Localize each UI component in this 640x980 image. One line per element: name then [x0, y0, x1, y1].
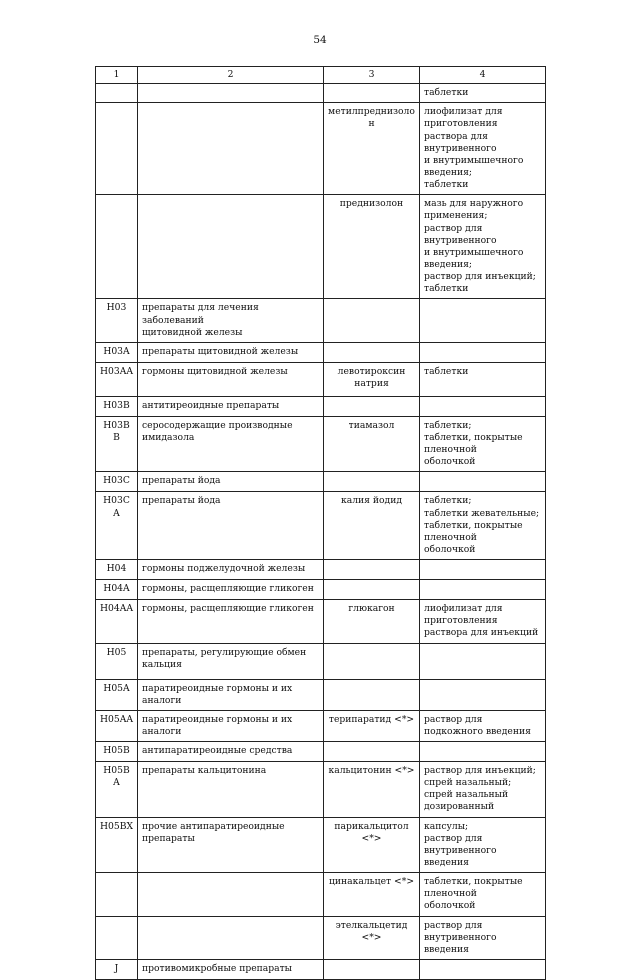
drug-table	[95, 66, 546, 980]
atc-group-cell-line: противомикробные препараты	[142, 963, 292, 975]
dosage-form-cell	[420, 362, 546, 396]
atc-group-cell-line: прочие антипаратиреоидные	[142, 820, 285, 832]
dosage-form-cell	[420, 960, 546, 980]
atc-code-cell: H05BA	[96, 762, 138, 818]
atc-group-cell	[138, 580, 324, 600]
dosage-form-cell	[420, 742, 546, 762]
atc-group-cell-line: препараты, регулирующие обмен	[142, 646, 307, 658]
atc-code-cell	[96, 873, 138, 916]
atc-group-cell	[138, 342, 324, 362]
dosage-form-cell-line: мазь для наружного применения;	[424, 198, 524, 222]
atc-group-cell-line: препараты йода	[142, 475, 221, 487]
table-row	[96, 342, 546, 362]
drug-name-cell	[324, 873, 420, 916]
atc-group-cell	[138, 362, 324, 396]
dosage-form-cell	[420, 342, 546, 362]
atc-code-cell: J	[96, 960, 138, 980]
atc-code-cell: H05BX	[96, 817, 138, 873]
atc-group-cell	[138, 710, 324, 741]
dosage-form-cell-line: таблетки;	[424, 419, 472, 431]
table-row	[96, 580, 546, 600]
column-header-4: 4	[420, 67, 546, 84]
drug-name-cell	[324, 342, 420, 362]
dosage-form-cell	[420, 560, 546, 580]
dosage-form-cell-line: таблетки	[424, 283, 469, 295]
atc-group-cell	[138, 416, 324, 472]
drug-name-cell	[324, 195, 420, 299]
drug-name-cell	[324, 299, 420, 342]
atc-code-cell	[96, 103, 138, 195]
dosage-form-cell-line: раствор для подкожного введения	[424, 713, 531, 737]
dosage-form-cell-line: таблетки, покрытые пленочной	[424, 876, 523, 900]
table-row	[96, 679, 546, 710]
dosage-form-cell	[420, 396, 546, 416]
atc-group-cell	[138, 84, 324, 103]
column-header-3: 3	[324, 67, 420, 84]
atc-group-cell-line: гормоны поджелудочной железы	[142, 563, 306, 575]
drug-name-cell	[324, 580, 420, 600]
atc-group-cell	[138, 817, 324, 873]
atc-group-cell-line: препараты йода	[142, 495, 221, 507]
dosage-form-cell	[420, 580, 546, 600]
table-body	[96, 84, 546, 980]
dosage-form-cell	[420, 600, 546, 643]
atc-code-cell	[96, 916, 138, 959]
dosage-form-cell	[420, 762, 546, 818]
drug-name-cell	[324, 560, 420, 580]
drug-name-cell	[324, 817, 420, 873]
dosage-form-cell-line: таблетки	[424, 365, 469, 377]
atc-code-cell	[96, 195, 138, 299]
atc-group-cell	[138, 643, 324, 679]
atc-code-cell: H03BB	[96, 416, 138, 472]
atc-group-cell-line: гормоны, расщепляющие гликоген	[142, 583, 314, 595]
atc-code-cell: H03CA	[96, 492, 138, 560]
atc-code-cell: H04	[96, 560, 138, 580]
table-row	[96, 195, 546, 299]
atc-code-cell: H03A	[96, 342, 138, 362]
dosage-form-cell-line: таблетки	[424, 179, 469, 191]
dosage-form-cell	[420, 679, 546, 710]
atc-group-cell	[138, 960, 324, 980]
drug-name-cell-line: левотироксин	[337, 365, 406, 377]
dosage-form-cell	[420, 873, 546, 916]
dosage-form-cell	[420, 817, 546, 873]
drug-name-cell-line: преднизолон	[339, 198, 404, 210]
dosage-form-cell	[420, 710, 546, 741]
atc-group-cell-line: гормоны, расщепляющие гликоген	[142, 603, 314, 615]
dosage-form-cell-line: спрей назальный дозированный	[424, 789, 509, 813]
dosage-form-cell-line: оболочкой	[424, 543, 476, 555]
dosage-form-cell-line: таблетки	[424, 87, 469, 99]
table-row	[96, 600, 546, 643]
dosage-form-cell	[420, 103, 546, 195]
drug-name-cell	[324, 472, 420, 492]
table-row	[96, 472, 546, 492]
dosage-form-cell	[420, 492, 546, 560]
dosage-form-cell-line: таблетки, покрытые пленочной	[424, 431, 523, 456]
atc-group-cell-line: антитиреоидные препараты	[142, 399, 280, 411]
table-row	[96, 643, 546, 679]
drug-name-cell-line: метилпреднизолон	[328, 106, 415, 130]
table-row	[96, 960, 546, 980]
dosage-form-cell-line: введения	[424, 857, 469, 869]
drug-name-cell	[324, 960, 420, 980]
atc-group-cell	[138, 762, 324, 818]
atc-group-cell-line: паратиреоидные гормоны и их аналоги	[142, 682, 293, 706]
atc-group-cell	[138, 742, 324, 762]
drug-name-cell-line: терипаратид <*>	[328, 713, 415, 725]
drug-name-cell	[324, 362, 420, 396]
atc-group-cell-line: паратиреоидные гормоны и их аналоги	[142, 713, 293, 737]
atc-code-cell: H03	[96, 299, 138, 342]
column-header-2: 2	[138, 67, 324, 84]
atc-code-cell: H05B	[96, 742, 138, 762]
drug-name-cell	[324, 679, 420, 710]
atc-group-cell	[138, 195, 324, 299]
dosage-form-cell	[420, 472, 546, 492]
page-number: 54	[313, 34, 327, 46]
atc-group-cell	[138, 679, 324, 710]
atc-group-cell-line: препараты	[142, 832, 195, 844]
dosage-form-cell-line: спрей назальный;	[424, 777, 512, 789]
dosage-form-cell-line: раствор для инъекций;	[424, 765, 536, 777]
drug-name-cell-line: этелкальцетид <*>	[335, 919, 408, 943]
dosage-form-cell	[420, 195, 546, 299]
drug-name-cell-line: кальцитонин <*>	[328, 765, 415, 777]
atc-code-cell	[96, 84, 138, 103]
drug-name-cell-line: калия йодид	[341, 495, 402, 507]
atc-code-cell: H03B	[96, 396, 138, 416]
drug-name-cell	[324, 742, 420, 762]
atc-code-cell: H05AA	[96, 710, 138, 741]
dosage-form-cell-line: и внутримышечного введения;	[424, 246, 524, 270]
drug-name-cell-line: цинакальцет <*>	[328, 876, 415, 888]
dosage-form-cell	[420, 84, 546, 103]
dosage-form-cell-line: таблетки;	[424, 495, 472, 507]
atc-group-cell	[138, 299, 324, 342]
dosage-form-cell	[420, 643, 546, 679]
dosage-form-cell	[420, 416, 546, 472]
drug-name-cell	[324, 710, 420, 741]
table-row	[96, 492, 546, 560]
dosage-form-cell-line: раствора для внутривенного	[424, 130, 497, 154]
drug-name-cell-line: натрия	[354, 377, 389, 389]
dosage-form-cell-line: раствор для внутривенного	[424, 222, 497, 246]
table-row	[96, 84, 546, 103]
atc-code-cell: H03AA	[96, 362, 138, 396]
atc-group-cell-line: кальция	[142, 658, 182, 670]
drug-name-cell	[324, 84, 420, 103]
dosage-form-cell-line: оболочкой	[424, 456, 476, 468]
drug-name-cell	[324, 103, 420, 195]
atc-group-cell-line: щитовидной железы	[142, 326, 243, 338]
atc-group-cell	[138, 492, 324, 560]
drug-name-cell	[324, 492, 420, 560]
dosage-form-cell	[420, 916, 546, 959]
table-row	[96, 560, 546, 580]
drug-name-cell	[324, 416, 420, 472]
atc-group-cell	[138, 103, 324, 195]
column-header-1: 1	[96, 67, 138, 84]
dosage-form-cell-line: лиофилизат для приготовления	[424, 106, 503, 130]
atc-code-cell: H04A	[96, 580, 138, 600]
table-row	[96, 762, 546, 818]
atc-code-cell: H05	[96, 643, 138, 679]
atc-group-cell-line: препараты щитовидной железы	[142, 345, 299, 357]
drug-name-cell	[324, 916, 420, 959]
atc-group-cell-line: имидазола	[142, 431, 195, 443]
dosage-form-cell-line: раствор для внутривенного	[424, 832, 497, 856]
atc-code-cell: H05A	[96, 679, 138, 710]
atc-code-cell: H04AA	[96, 600, 138, 643]
table-row	[96, 873, 546, 916]
dosage-form-cell	[420, 299, 546, 342]
table-row	[96, 742, 546, 762]
dosage-form-cell-line: раствор для инъекций;	[424, 271, 536, 283]
drug-name-cell	[324, 396, 420, 416]
atc-group-cell	[138, 472, 324, 492]
drug-name-cell-line: тиамазол	[348, 419, 395, 431]
table-row	[96, 299, 546, 342]
table-row	[96, 362, 546, 396]
dosage-form-cell-line: лиофилизат для приготовления	[424, 603, 503, 627]
dosage-form-cell-line: таблетки, покрытые пленочной	[424, 519, 523, 543]
atc-group-cell-line: гормоны щитовидной железы	[142, 365, 288, 377]
atc-group-cell-line: антипаратиреоидные средства	[142, 745, 293, 757]
table-header-row	[96, 67, 546, 84]
drug-name-cell-line: парикальцитол <*>	[334, 820, 409, 844]
atc-group-cell	[138, 873, 324, 916]
atc-group-cell	[138, 916, 324, 959]
dosage-form-cell-line: раствор для внутривенного	[424, 919, 497, 943]
dosage-form-cell-line: введения	[424, 943, 469, 955]
table-row	[96, 416, 546, 472]
atc-group-cell-line: препараты кальцитонина	[142, 765, 267, 777]
drug-name-cell-line: глюкагон	[348, 603, 395, 615]
dosage-form-cell-line: оболочкой	[424, 900, 476, 912]
atc-code-cell: H03C	[96, 472, 138, 492]
dosage-form-cell-line: раствора для инъекций	[424, 627, 539, 639]
atc-group-cell	[138, 396, 324, 416]
drug-name-cell	[324, 600, 420, 643]
table-row	[96, 916, 546, 959]
atc-group-cell	[138, 600, 324, 643]
drug-name-cell	[324, 643, 420, 679]
atc-group-cell-line: серосодержащие производные	[142, 419, 293, 431]
dosage-form-cell-line: капсулы;	[424, 820, 469, 832]
dosage-form-cell-line: таблетки жевательные;	[424, 507, 540, 519]
atc-group-cell	[138, 560, 324, 580]
table-row	[96, 817, 546, 873]
table-row	[96, 396, 546, 416]
table-row	[96, 710, 546, 741]
table-row	[96, 103, 546, 195]
dosage-form-cell-line: и внутримышечного введения;	[424, 154, 524, 178]
drug-name-cell	[324, 762, 420, 818]
atc-group-cell-line: препараты для лечения заболеваний	[142, 302, 259, 326]
